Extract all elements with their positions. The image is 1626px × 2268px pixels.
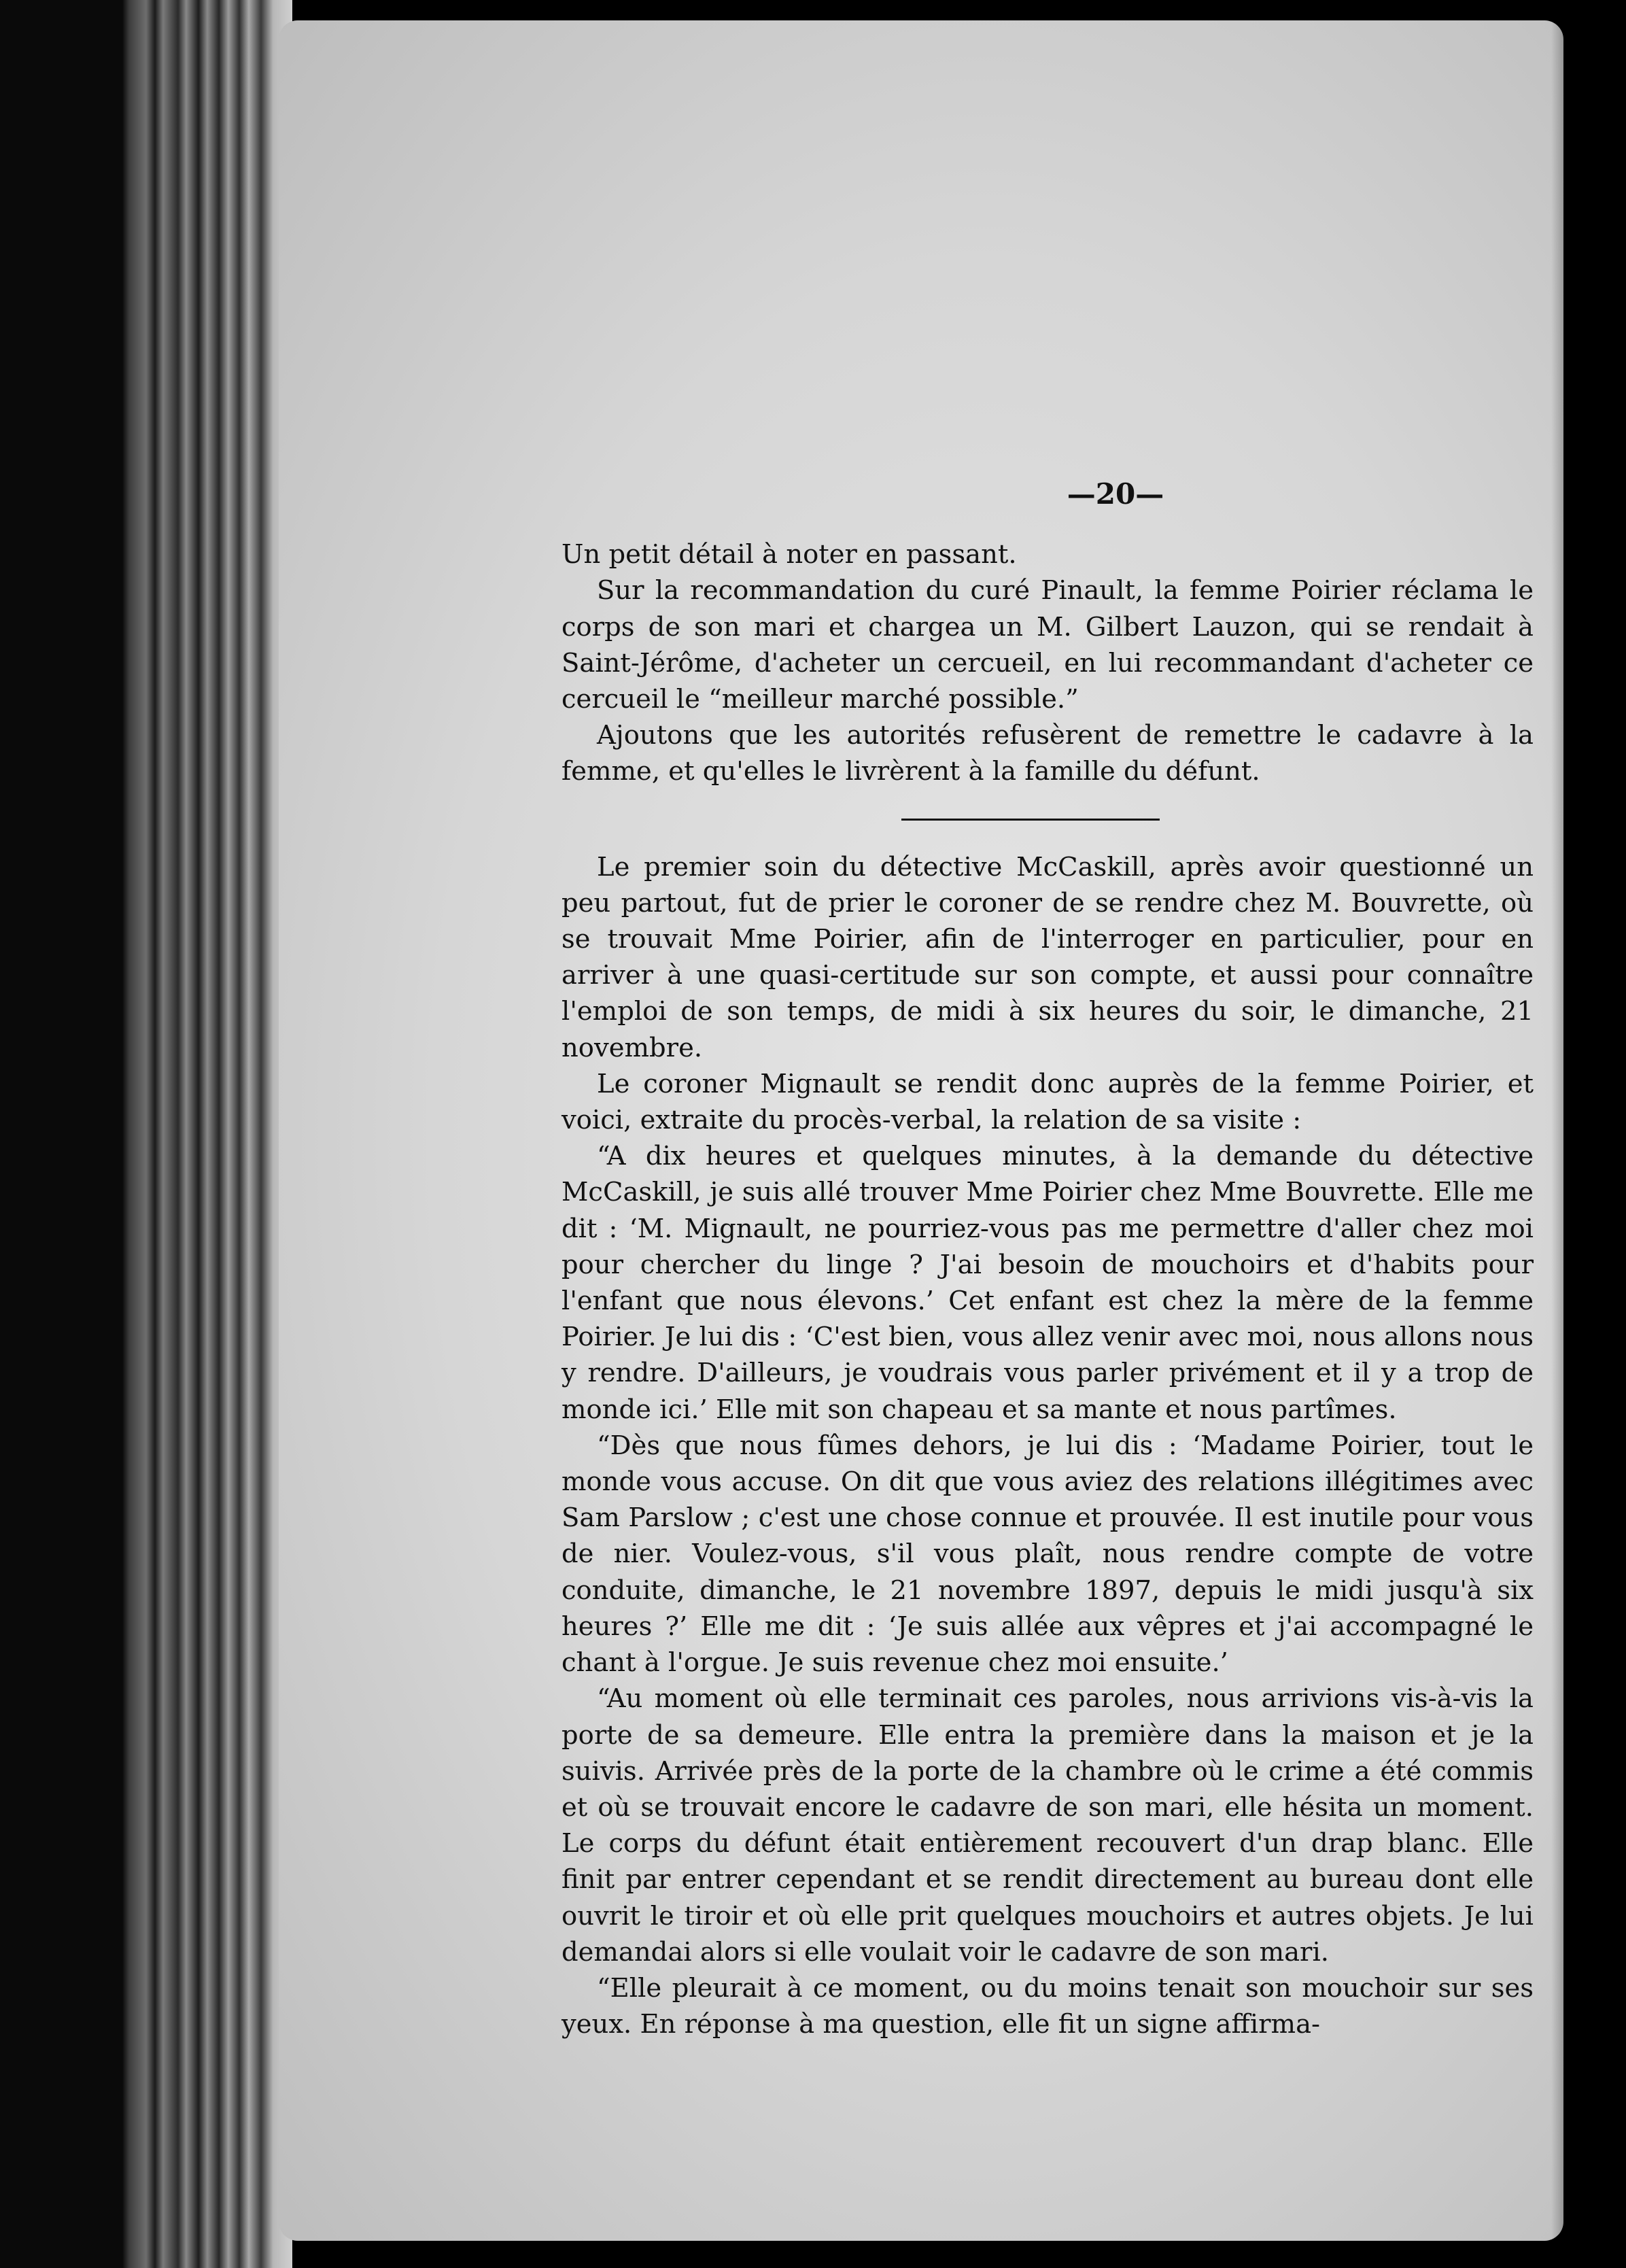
- paragraph: “A dix heures et quelques minutes, à la demande du détective McCaskill, je suis allé trouver Mme Poirier chez Mme Bouvrette. Elle me dit : ‘M. Mignault, ne pourriez-vous pas me permettre d'aller chez moi pour chercher du linge ? J'ai besoin de mouchoirs et d'habits pour l'enfant que nous élevons.’ Cet enfant est chez la mère de la femme Poirier. Je lui dis : ‘C'est bien, vous allez venir avec moi, nous allons nous y rendre. D'ailleurs, je voudrais vous parler privément et il y a trop de monde ici.’ Elle mit son chapeau et sa mante et nous partîmes.: [561, 1141, 1534, 1425]
- book-edge: [0, 0, 292, 2268]
- paragraph: Le premier soin du détective McCaskill, après avoir questionné un peu partout, fut de prier le coroner de se rendre chez M. Bouvrette, où se trouvait Mme Poirier, afin de l'interroger en particulier, pour en arriver à une quasi-certitude sur son compte, et aussi pour connaître l'emploi de son temps, de midi à six heures du soir, le dimanche, 21 novembre.: [561, 851, 1534, 1063]
- paragraph: “Au moment où elle terminait ces paroles, nous arrivions vis-à-vis la porte de sa demeure. Elle entra la première dans la maison et je la suivis. Arrivée près de la porte de la chambre où le crime a été commis et où se trouvait encore le cadavre de son mari, elle hésita un moment. Le corps du défunt était entièrement recouvert d'un drap blanc. Elle finit par entrer cependant et se rendit directement au bureau dont elle ouvrit le tiroir et où elle prit quelques mouchoirs et autres objets. Je lui demandai alors si elle voulait voir le cadavre de son mari.: [561, 1683, 1534, 1968]
- paragraph: “Elle pleurait à ce moment, ou du moins tenait son mouchoir sur ses yeux. En réponse à ma question, elle fit un signe affirma-: [561, 1972, 1534, 2040]
- page-content: [561, 476, 1534, 2042]
- right-shadow: [1551, 0, 1626, 2268]
- paragraph: “Dès que nous fûmes dehors, je lui dis : ‘Madame Poirier, tout le monde vous accuse. On dit que vous aviez des relations illégitimes avec Sam Parslow ; c'est une chose connue et prouvée. Il est inutile pour vous de nier. Voulez-vous, s'il vous plaît, nous rendre compte de votre conduite, dimanche, le 21 novembre 1897, depuis le midi jusqu'à six heures ?’ Elle me dit : ‘Je suis allée aux vêpres et j'ai accompagné le chant à l'orgue. Je suis revenue chez moi ensuite.’: [561, 1430, 1534, 1679]
- page-number: —20—: [1067, 477, 1164, 511]
- paragraph: Ajoutons que les autorités refusèrent de remettre le cadavre à la femme, et qu'elles le livrèrent à la famille du défunt.: [561, 720, 1534, 787]
- paragraph: Sur la recommandation du curé Pinault, la femme Poirier réclama le corps de son mari et chargea un M. Gilbert Lauzon, qui se rendait à Saint-Jérôme, d'acheter un cercueil, en lui recommandant d'acheter ce cercueil le “meilleur marché possible.”: [561, 575, 1534, 715]
- paragraph: Un petit détail à noter en passant.: [561, 539, 1017, 570]
- section-separator: [901, 819, 1160, 821]
- paragraph: Le coroner Mignault se rendit donc auprès de la femme Poirier, et voici, extraite du procès-verbal, la relation de sa visite :: [561, 1068, 1534, 1136]
